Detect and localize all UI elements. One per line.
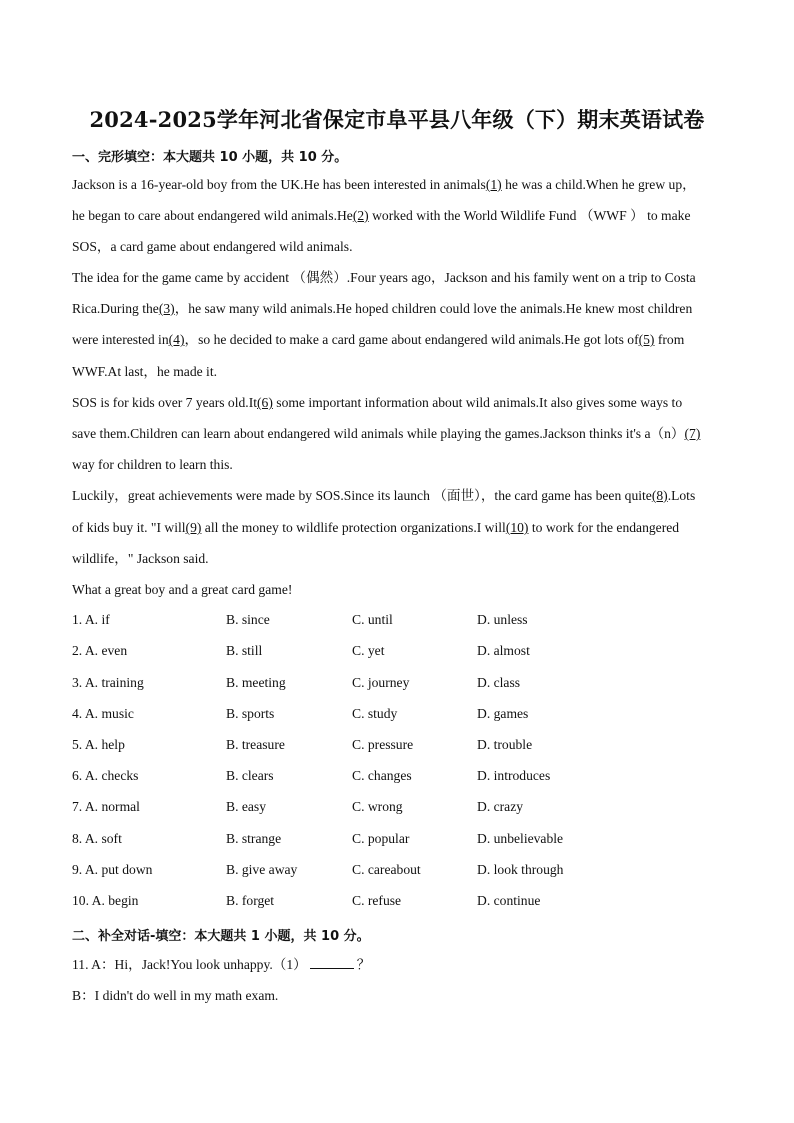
blank-marker[interactable]: (10) xyxy=(505,520,529,535)
question-options-6 xyxy=(72,768,732,786)
passage-line xyxy=(72,207,732,225)
option-a[interactable]: 2. A. even xyxy=(72,643,128,658)
option-d[interactable]: D. unless xyxy=(477,612,528,627)
passage-text: wildlife，" Jackson said. xyxy=(72,551,209,566)
passage-text: What a great boy and a great card game! xyxy=(72,582,293,597)
option-b[interactable]: B. strange xyxy=(226,831,282,846)
option-a[interactable]: 7. A. normal xyxy=(72,799,140,814)
option-a[interactable]: 8. A. soft xyxy=(72,831,122,846)
option-b[interactable]: B. meeting xyxy=(226,675,286,690)
passage-text: ，so he decided to make a card game about endangered wild animals.He got lots of xyxy=(184,332,639,347)
option-d[interactable]: D. continue xyxy=(477,893,541,908)
question-options-2 xyxy=(72,643,732,661)
option-a[interactable]: 10. A. begin xyxy=(72,893,139,908)
option-a[interactable]: 9. A. put down xyxy=(72,862,153,877)
question-options-4 xyxy=(72,706,732,724)
section-heading-dialogue: 二、补全对话-填空：本大题共 1 小题，共 10 分。 xyxy=(72,929,370,944)
option-b[interactable]: B. since xyxy=(226,612,270,627)
passage-text: Rica.During the xyxy=(72,301,159,316)
passage-line xyxy=(72,581,732,599)
option-b[interactable]: B. easy xyxy=(226,799,267,814)
option-d[interactable]: D. introduces xyxy=(477,768,551,783)
passage-text: Jackson is a 16-year-old boy from the UK.He has been interested in animals xyxy=(72,177,486,192)
page-title: 2024-2025学年河北省保定市阜平县八年级（下）期末英语试卷 xyxy=(89,107,705,132)
option-c[interactable]: C. pressure xyxy=(352,737,414,752)
passage-text: ，he saw many wild animals.He hoped children could love the animals.He knew most children xyxy=(174,301,693,316)
passage-line xyxy=(72,300,732,318)
passage-line xyxy=(72,487,732,505)
passage-text: save them.Children can learn about endangered wild animals while playing the games.Jackson thinks it's a（n） xyxy=(72,426,685,441)
option-d[interactable]: D. games xyxy=(477,706,529,721)
option-a[interactable]: 1. A. if xyxy=(72,612,110,627)
passage-text: worked with the World Wildlife Fund （WWF ） to make xyxy=(368,208,691,223)
option-d[interactable]: D. look through xyxy=(477,862,564,877)
dialogue-line-a xyxy=(72,956,732,974)
option-d[interactable]: D. almost xyxy=(477,643,530,658)
blank-marker[interactable]: (8) xyxy=(651,488,668,503)
option-d[interactable]: D. class xyxy=(477,675,521,690)
option-b[interactable]: B. treasure xyxy=(226,737,285,752)
passage-line xyxy=(72,176,732,194)
option-b[interactable]: B. still xyxy=(226,643,263,658)
passage-line xyxy=(72,238,732,256)
blank-marker[interactable]: (3) xyxy=(158,301,175,316)
passage-line xyxy=(72,394,732,412)
question-options-7 xyxy=(72,799,732,817)
passage-text: SOS is for kids over 7 years old.It xyxy=(72,395,258,410)
dialogue-text: 11. A：Hi，Jack!You look unhappy.（1） xyxy=(72,957,307,972)
dialogue-text: B：I didn't do well in my math exam. xyxy=(72,988,279,1003)
blank-marker[interactable]: (2) xyxy=(352,208,369,223)
passage-text: way for children to learn this. xyxy=(72,457,233,472)
question-options-10 xyxy=(72,893,732,911)
question-options-5 xyxy=(72,737,732,755)
passage-line xyxy=(72,519,732,537)
question-options-3 xyxy=(72,675,732,693)
option-a[interactable]: 4. A. music xyxy=(72,706,134,721)
passage-text: WWF.At last，he made it. xyxy=(72,364,218,379)
option-c[interactable]: C. study xyxy=(352,706,398,721)
passage-text: Luckily，great achievements were made by SOS.Since its launch （面世），the card game has been quite xyxy=(72,488,652,503)
answer-blank[interactable] xyxy=(310,956,354,969)
option-b[interactable]: B. clears xyxy=(226,768,274,783)
option-c[interactable]: C. until xyxy=(352,612,393,627)
passage-line xyxy=(72,456,732,474)
option-a[interactable]: 3. A. training xyxy=(72,675,144,690)
passage-line xyxy=(72,331,732,349)
dialogue-line-b xyxy=(72,987,732,1005)
option-d[interactable]: D. unbelievable xyxy=(477,831,564,846)
option-c[interactable]: C. popular xyxy=(352,831,410,846)
blank-marker[interactable]: (4) xyxy=(168,332,185,347)
passage-text: from xyxy=(654,332,685,347)
blank-marker[interactable]: (5) xyxy=(638,332,655,347)
passage-text: .Lots xyxy=(667,488,696,503)
option-c[interactable]: C. careabout xyxy=(352,862,421,877)
option-a[interactable]: 6. A. checks xyxy=(72,768,139,783)
option-c[interactable]: C. yet xyxy=(352,643,385,658)
question-options-8 xyxy=(72,831,732,849)
question-options-9 xyxy=(72,862,732,880)
passage-text: of kids buy it. "I will xyxy=(72,520,186,535)
option-d[interactable]: D. trouble xyxy=(477,737,533,752)
passage-text: SOS，a card game about endangered wild animals. xyxy=(72,239,353,254)
passage-text: some important information about wild animals.It also gives some ways to xyxy=(272,395,683,410)
option-c[interactable]: C. journey xyxy=(352,675,410,690)
option-b[interactable]: B. forget xyxy=(226,893,275,908)
blank-marker[interactable]: (1) xyxy=(485,177,502,192)
blank-marker[interactable]: (9) xyxy=(185,520,202,535)
passage-text: to work for the endangered xyxy=(528,520,680,535)
passage-line xyxy=(72,269,732,287)
section-heading-cloze: 一、完形填空：本大题共 10 小题，共 10 分。 xyxy=(72,150,348,165)
blank-marker[interactable]: (6) xyxy=(257,395,273,410)
blank-marker[interactable]: (7) xyxy=(684,426,701,441)
option-a[interactable]: 5. A. help xyxy=(72,737,125,752)
option-c[interactable]: C. changes xyxy=(352,768,412,783)
passage-text: all the money to wildlife protection organizations.I will xyxy=(201,520,506,535)
option-c[interactable]: C. refuse xyxy=(352,893,402,908)
option-b[interactable]: B. give away xyxy=(226,862,298,877)
passage-line xyxy=(72,425,732,443)
option-c[interactable]: C. wrong xyxy=(352,799,403,814)
dialogue-text: ？ xyxy=(356,957,371,972)
passage-text: he was a child.When he grew up， xyxy=(501,177,696,192)
question-options-1 xyxy=(72,612,732,630)
passage-text: The idea for the game came by accident （偶然）.Four years ago，Jackson and his family went on a trip to Costa xyxy=(72,270,696,285)
option-d[interactable]: D. crazy xyxy=(477,799,524,814)
passage-line xyxy=(72,550,732,568)
passage-text: he began to care about endangered wild animals.He xyxy=(72,208,353,223)
passage-line xyxy=(72,363,732,381)
passage-text: were interested in xyxy=(72,332,169,347)
option-b[interactable]: B. sports xyxy=(226,706,275,721)
